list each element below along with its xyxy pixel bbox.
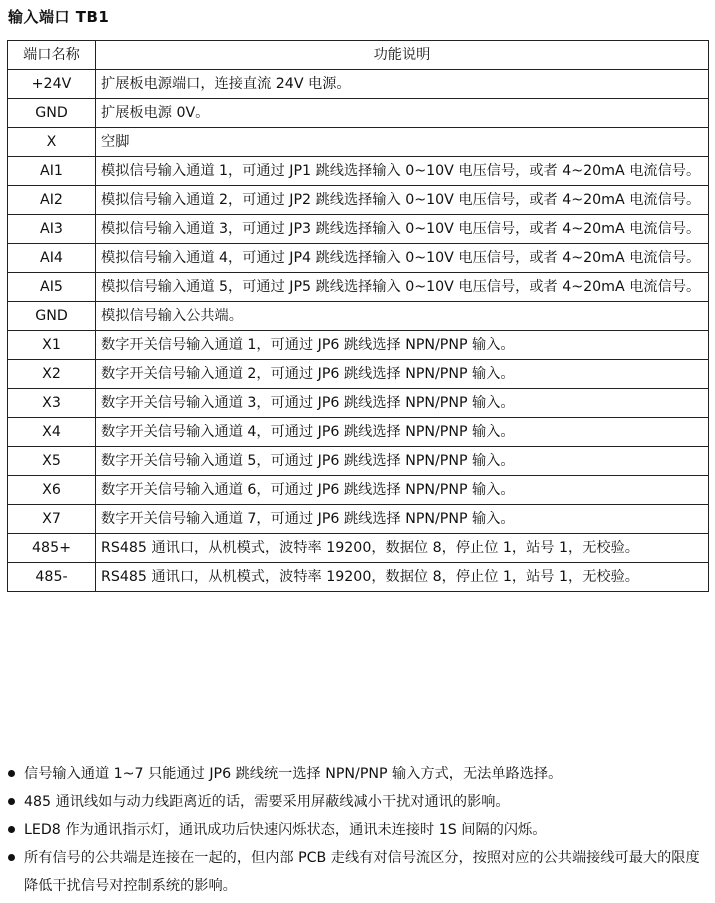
port-description-cell: 模拟信号输入通道 5，可通过 JP5 跳线选择输入 0~10V 电压信号，或者 4~20mA 电流信号。 xyxy=(96,273,709,302)
port-table xyxy=(7,40,709,592)
port-description-cell: 数字开关信号输入通道 3，可通过 JP6 跳线选择 NPN/PNP 输入。 xyxy=(96,389,709,418)
table-body xyxy=(8,70,709,592)
port-description-cell: 数字开关信号输入通道 5，可通过 JP6 跳线选择 NPN/PNP 输入。 xyxy=(96,447,709,476)
port-name-cell: 485- xyxy=(8,563,96,592)
port-name-cell: X6 xyxy=(8,476,96,505)
port-description-cell: 数字开关信号输入通道 2，可通过 JP6 跳线选择 NPN/PNP 输入。 xyxy=(96,360,709,389)
note-item xyxy=(8,844,710,900)
table-row xyxy=(8,215,709,244)
table-row xyxy=(8,331,709,360)
port-description-cell: 空脚 xyxy=(96,128,709,157)
table-row xyxy=(8,157,709,186)
port-description-cell: RS485 通讯口，从机模式，波特率 19200，数据位 8，停止位 1，站号 1，无校验。 xyxy=(96,534,709,563)
table-row xyxy=(8,563,709,592)
header-port-name: 端口名称 xyxy=(8,41,96,70)
table-row xyxy=(8,476,709,505)
port-description-cell: 模拟信号输入公共端。 xyxy=(96,302,709,331)
port-description-cell: 扩展板电源端口，连接直流 24V 电源。 xyxy=(96,70,709,99)
port-name-cell: X xyxy=(8,128,96,157)
port-name-cell: X1 xyxy=(8,331,96,360)
header-function: 功能说明 xyxy=(96,41,709,70)
port-name-cell: GND xyxy=(8,99,96,128)
port-name-cell: AI4 xyxy=(8,244,96,273)
table-header-row xyxy=(8,41,709,70)
table-row xyxy=(8,302,709,331)
note-text: 信号输入通道 1~7 只能通过 JP6 跳线统一选择 NPN/PNP 输入方式，无法单路选择。 xyxy=(24,766,563,782)
note-text: 所有信号的公共端是连接在一起的，但内部 PCB 走线有对信号流区分，按照对应的公共端接线可最大的限度降低干扰信号对控制系统的影响。 xyxy=(24,850,700,894)
note-item xyxy=(8,760,710,788)
port-description-cell: 数字开关信号输入通道 6，可通过 JP6 跳线选择 NPN/PNP 输入。 xyxy=(96,476,709,505)
table-row xyxy=(8,244,709,273)
table-row xyxy=(8,505,709,534)
bullet-icon xyxy=(8,826,15,833)
port-name-cell: X2 xyxy=(8,360,96,389)
port-name-cell: AI3 xyxy=(8,215,96,244)
note-item xyxy=(8,816,710,844)
note-text: LED8 作为通讯指示灯，通讯成功后快速闪烁状态，通讯未连接时 1S 间隔的闪烁。 xyxy=(24,822,547,838)
port-description-cell: 数字开关信号输入通道 1，可通过 JP6 跳线选择 NPN/PNP 输入。 xyxy=(96,331,709,360)
port-name-cell: X4 xyxy=(8,418,96,447)
port-description-cell: 模拟信号输入通道 1，可通过 JP1 跳线选择输入 0~10V 电压信号，或者 4~20mA 电流信号。 xyxy=(96,157,709,186)
port-name-cell: X3 xyxy=(8,389,96,418)
table-row xyxy=(8,418,709,447)
table-row xyxy=(8,273,709,302)
port-name-cell: AI5 xyxy=(8,273,96,302)
table-row xyxy=(8,128,709,157)
port-name-cell: 485+ xyxy=(8,534,96,563)
port-name-cell: GND xyxy=(8,302,96,331)
port-name-cell: X7 xyxy=(8,505,96,534)
port-description-cell: 数字开关信号输入通道 7，可通过 JP6 跳线选择 NPN/PNP 输入。 xyxy=(96,505,709,534)
port-name-cell: +24V xyxy=(8,70,96,99)
bullet-icon xyxy=(8,798,15,805)
table-row xyxy=(8,360,709,389)
port-name-cell: X5 xyxy=(8,447,96,476)
table-row xyxy=(8,70,709,99)
port-name-cell: AI1 xyxy=(8,157,96,186)
bullet-icon xyxy=(8,770,15,777)
port-description-cell: RS485 通讯口，从机模式，波特率 19200，数据位 8，停止位 1，站号 1，无校验。 xyxy=(96,563,709,592)
note-text: 485 通讯线如与动力线距离近的话，需要采用屏蔽线减小干扰对通讯的影响。 xyxy=(24,794,510,810)
table-row xyxy=(8,534,709,563)
port-description-cell: 模拟信号输入通道 3，可通过 JP3 跳线选择输入 0~10V 电压信号，或者 4~20mA 电流信号。 xyxy=(96,215,709,244)
port-description-cell: 数字开关信号输入通道 4，可通过 JP6 跳线选择 NPN/PNP 输入。 xyxy=(96,418,709,447)
table-row xyxy=(8,389,709,418)
table-row xyxy=(8,99,709,128)
notes-list xyxy=(8,760,710,900)
port-description-cell: 扩展板电源 0V。 xyxy=(96,99,709,128)
port-description-cell: 模拟信号输入通道 2，可通过 JP2 跳线选择输入 0~10V 电压信号，或者 4~20mA 电流信号。 xyxy=(96,186,709,215)
port-name-cell: AI2 xyxy=(8,186,96,215)
section-title: 输入端口 TB1 xyxy=(8,8,110,26)
note-item xyxy=(8,788,710,816)
table-row xyxy=(8,447,709,476)
port-description-cell: 模拟信号输入通道 4，可通过 JP4 跳线选择输入 0~10V 电压信号，或者 4~20mA 电流信号。 xyxy=(96,244,709,273)
table-row xyxy=(8,186,709,215)
bullet-icon xyxy=(8,854,15,861)
